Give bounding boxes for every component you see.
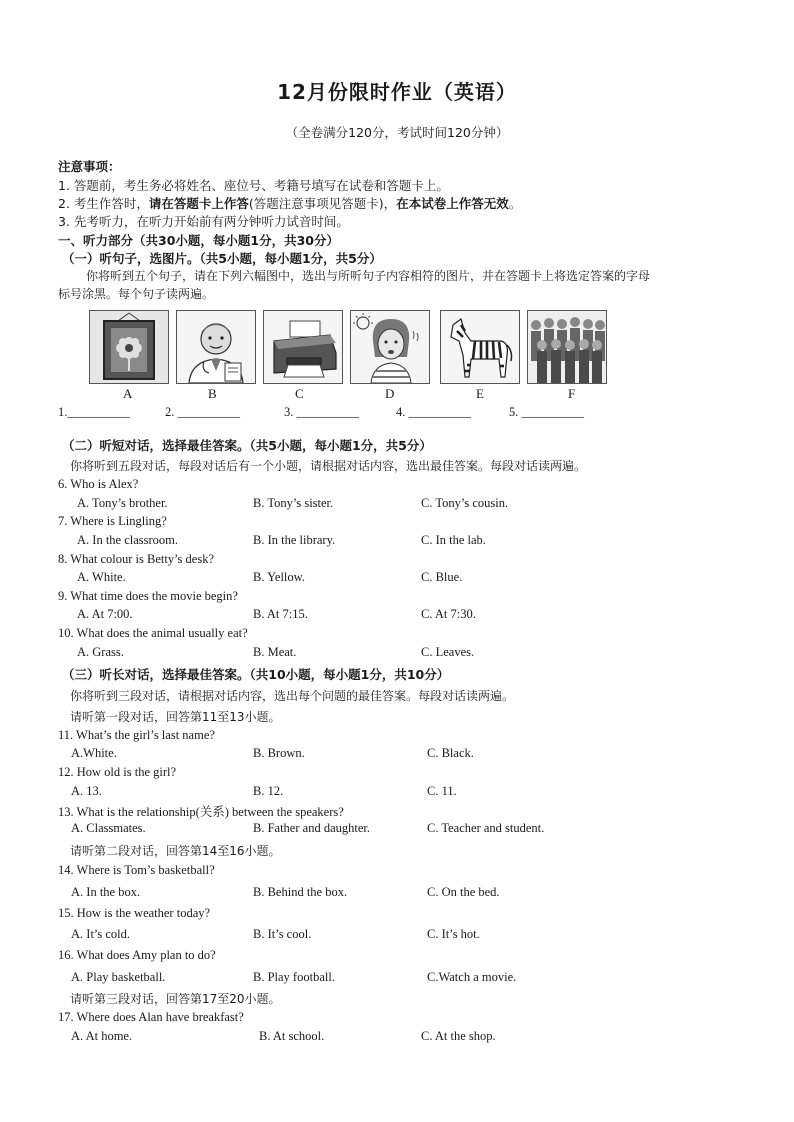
- picture-d-label: D: [385, 386, 395, 401]
- q8-option-c[interactable]: C. Blue.: [421, 570, 463, 584]
- q16-option-a[interactable]: A. Play basketball.: [71, 970, 166, 984]
- zebra-icon: [441, 311, 519, 383]
- q16-option-c[interactable]: C.Watch a movie.: [427, 970, 517, 984]
- section3-instruction: 你将听到三段对话，请根据对话内容，选出每个问题的最佳答案。每段对话读两遍。: [70, 689, 515, 703]
- question-11: 11. What’s the girl’s last name?: [58, 728, 215, 742]
- q12-option-b[interactable]: B. 12.: [253, 784, 284, 798]
- exam-info: （全卷满分120分，考试时间120分钟）: [285, 125, 509, 140]
- q9-option-b[interactable]: B. At 7:15.: [253, 607, 308, 621]
- q14-option-c[interactable]: C. On the bed.: [427, 885, 500, 899]
- question-6: 6. Who is Alex?: [58, 477, 139, 491]
- q12-option-c[interactable]: C. 11.: [427, 784, 457, 798]
- q17-option-a[interactable]: A. At home.: [71, 1029, 133, 1043]
- question-12: 12. How old is the girl?: [58, 765, 177, 779]
- section1-instruction-line1: 你将听到五个句子，请在下列六幅图中，选出与所听句子内容相符的图片，并在答题卡上将选定答案的字母: [86, 269, 651, 283]
- hot-girl-icon: [351, 311, 429, 383]
- q7-option-a[interactable]: A. In the classroom.: [77, 533, 179, 547]
- q13-option-c[interactable]: C. Teacher and student.: [427, 821, 545, 835]
- q13-option-b[interactable]: B. Father and daughter.: [253, 821, 370, 835]
- q16-option-b[interactable]: B. Play football.: [253, 970, 335, 984]
- question-16: 16. What does Amy plan to do?: [58, 948, 216, 962]
- q8-option-b[interactable]: B. Yellow.: [253, 570, 305, 584]
- q10-option-b[interactable]: B. Meat.: [253, 645, 297, 659]
- notice-item-2: [58, 194, 521, 212]
- q8-option-a[interactable]: A. White.: [77, 570, 126, 584]
- question-7: 7. Where is Lingling?: [58, 514, 167, 528]
- q14-option-a[interactable]: A. In the box.: [71, 885, 141, 899]
- q17-option-c[interactable]: C. At the shop.: [421, 1029, 496, 1043]
- q6-option-b[interactable]: B. Tony’s sister.: [253, 496, 334, 510]
- picture-a: [89, 310, 169, 384]
- question-10: 10. What does the animal usually eat?: [58, 626, 248, 640]
- picture-b-label: B: [208, 386, 217, 401]
- q15-option-a[interactable]: A. It’s cold.: [71, 927, 131, 941]
- answer-blank-4[interactable]: 4. __________: [396, 405, 471, 419]
- question-9: 9. What time does the movie begin?: [58, 589, 238, 603]
- printer-icon: [264, 311, 342, 383]
- q10-option-c[interactable]: C. Leaves.: [421, 645, 475, 659]
- section1-instruction-line2: 标号涂黑。每个句子读两遍。: [58, 287, 215, 301]
- part1-heading: 一、听力部分（共30小题，每小题1分，共30分）: [58, 233, 339, 248]
- answer-blank-1[interactable]: 1.__________: [58, 405, 130, 419]
- q15-option-b[interactable]: B. It’s cool.: [253, 927, 312, 941]
- dialog1-instruction: 请听第一段对话，回答第11至13小题。: [70, 710, 281, 724]
- section2-heading: （二）听短对话，选择最佳答案。（共5小题，每小题1分，共5分）: [62, 438, 432, 453]
- q7-option-b[interactable]: B. In the library.: [253, 533, 336, 547]
- notice-heading: 注意事项：: [58, 159, 121, 174]
- q12-option-a[interactable]: A. 13.: [71, 784, 102, 798]
- notice-item-3: 3. 先考听力，在听力开始前有两分钟听力试音时间。: [58, 214, 349, 229]
- question-15: 15. How is the weather today?: [58, 906, 211, 920]
- notice-item-2-bold: 请在答题卡上作答: [148, 196, 249, 211]
- answer-blank-2[interactable]: 2. __________: [165, 405, 240, 419]
- q9-option-c[interactable]: C. At 7:30.: [421, 607, 476, 621]
- question-14: 14. Where is Tom’s basketball?: [58, 863, 215, 877]
- q9-option-a[interactable]: A. At 7:00.: [77, 607, 133, 621]
- question-13: 13. What is the relationship(关系) between the speakers?: [58, 805, 344, 819]
- notice-item-1: 1. 答题前，考生务必将姓名、座位号、考籍号填写在试卷和答题卡上。: [58, 178, 449, 193]
- q7-option-c[interactable]: C. In the lab.: [421, 533, 486, 547]
- q15-option-c[interactable]: C. It’s hot.: [427, 927, 480, 941]
- picture-c-label: C: [295, 386, 304, 401]
- notice-item-2-pre: 2. 考生作答时，: [58, 196, 149, 211]
- notice-item-2-mid: (答题注意事项见答题卡)，: [248, 196, 397, 211]
- section1-heading: （一）听句子，选图片。（共5小题，每小题1分，共5分）: [62, 251, 382, 266]
- q11-option-c[interactable]: C. Black.: [427, 746, 474, 760]
- picture-e-label: E: [476, 386, 484, 401]
- dialog3-instruction: 请听第三段对话，回答第17至20小题。: [70, 992, 281, 1006]
- dialog2-instruction: 请听第二段对话，回答第14至16小题。: [70, 844, 281, 858]
- framed-flower-icon: [90, 311, 168, 383]
- answer-blank-3[interactable]: 3. __________: [284, 405, 359, 419]
- picture-a-label: A: [123, 386, 133, 401]
- q11-option-b[interactable]: B. Brown.: [253, 746, 305, 760]
- picture-b: [176, 310, 256, 384]
- section3-heading: （三）听长对话，选择最佳答案。（共10小题，每小题1分，共10分）: [62, 667, 450, 682]
- q6-option-a[interactable]: A. Tony’s brother.: [77, 496, 168, 510]
- page-title: 12月份限时作业（英语）: [277, 80, 517, 104]
- q17-option-b[interactable]: B. At school.: [259, 1029, 325, 1043]
- q13-option-a[interactable]: A. Classmates.: [71, 821, 146, 835]
- notice-item-2-end: 。: [508, 196, 522, 211]
- picture-c: [263, 310, 343, 384]
- question-17: 17. Where does Alan have breakfast?: [58, 1010, 244, 1024]
- picture-e: [440, 310, 520, 384]
- doctor-icon: [177, 311, 255, 383]
- q6-option-c[interactable]: C. Tony’s cousin.: [421, 496, 509, 510]
- picture-f-label: F: [568, 386, 576, 401]
- picture-f: [527, 310, 607, 384]
- answer-blank-5[interactable]: 5. __________: [509, 405, 584, 419]
- crowd-icon: [528, 311, 606, 383]
- q14-option-b[interactable]: B. Behind the box.: [253, 885, 348, 899]
- notice-item-2-bold2: 在本试卷上作答无效: [396, 196, 509, 211]
- q11-option-a[interactable]: A.White.: [71, 746, 117, 760]
- picture-d: [350, 310, 430, 384]
- section2-instruction: 你将听到五段对话，每段对话后有一个小题，请根据对话内容，选出最佳答案。每段对话读两遍。: [70, 459, 587, 473]
- q10-option-a[interactable]: A. Grass.: [77, 645, 124, 659]
- question-8: 8. What colour is Betty’s desk?: [58, 552, 214, 566]
